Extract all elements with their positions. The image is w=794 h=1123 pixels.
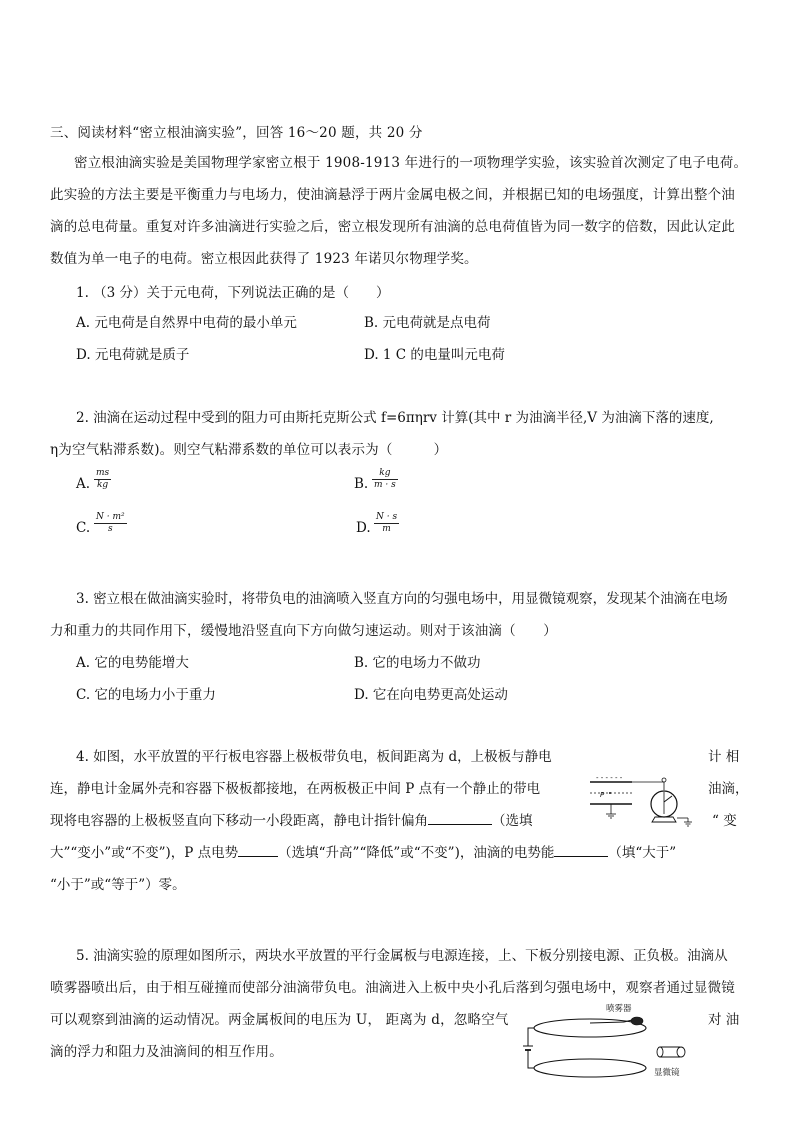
fraction-denominator: s — [107, 524, 113, 534]
fraction-numerator: N · s — [376, 512, 398, 522]
question-3-option-b: B. 它的电场力不做功 — [354, 655, 481, 671]
intro-line: 密立根油滴实验是美国物理学家密立根于 1908-1913 年进行的一项物理学实验，该实验首次测定了电子电荷。 — [74, 155, 748, 171]
fraction-numerator: kg — [379, 468, 391, 478]
answer-blank[interactable] — [428, 812, 492, 825]
question-2-option-b-fraction — [372, 468, 398, 491]
svg-text:- - - - - -: - - - - - - — [596, 774, 623, 782]
question-2-option-a-fraction — [94, 468, 111, 491]
question-2-option-d-label: D. — [356, 520, 371, 536]
question-4-line: 连，静电计金属外壳和容器下极板都接地，在两板极正中间 P 点有一个静止的带电 — [50, 781, 541, 797]
question-4-line: “小于”或“等于”）零。 — [50, 877, 186, 893]
question-5-line: 5. 油滴实验的原理如图所示，两块水平放置的平行金属板与电源连接，上、下板分别接电源、正负极。油滴从 — [76, 948, 728, 964]
question-2-option-c-label: C. — [76, 520, 91, 536]
question-4-line — [50, 841, 676, 861]
question-5-line: 喷雾器喷出后，由于相互碰撞而使部分油滴带负电。油滴进入上板中央小孔后落到匀强电场中，观察者通过显微镜 — [50, 980, 735, 996]
question-1-option-a: A. 元电荷是自然界中电荷的最小单元 — [76, 315, 297, 331]
fraction-numerator: N · m² — [96, 512, 125, 522]
question-4-line-end: 计 相 — [708, 749, 740, 765]
section-title: 三、阅读材料“密立根油滴实验”，回答 16～20 题，共 20 分 — [50, 125, 423, 141]
question-4-text: （选填 — [492, 813, 533, 829]
intro-line: 数值为单一电子的电荷。密立根因此获得了 1923 年诺贝尔物理学奖。 — [50, 251, 478, 267]
question-3-line: 3. 密立根在做油滴实验时，将带负电的油滴喷入竖直方向的匀强电场中，用显微镜观察，发现某个油滴在电场 — [76, 591, 728, 607]
fraction-numerator: ms — [96, 468, 110, 478]
microscope-label: 显微镜 — [654, 1068, 680, 1078]
intro-line: 滴的总电荷量。重复对许多油滴进行实验之后，密立根发现所有油滴的总电荷值皆为同一数字的倍数，因此认定此 — [50, 219, 735, 235]
question-1-option-b: B. 元电荷就是点电荷 — [364, 315, 491, 331]
question-2-line: η为空气粘滞系数)。则空气粘滞系数的单位可以表示为（ ） — [50, 442, 448, 458]
question-5-line: 滴的浮力和阻力及油滴间的相互作用。 — [50, 1044, 283, 1060]
question-5-line-end: 对 油 — [708, 1012, 740, 1028]
question-2-option-d-fraction — [374, 512, 399, 535]
sprayer-label: 喷雾器 — [606, 1004, 632, 1014]
fraction-denominator: m — [382, 524, 391, 534]
question-3-option-c: C. 它的电场力小于重力 — [76, 687, 216, 703]
question-4-line-end: “ 变 — [712, 813, 737, 829]
oil-drop-apparatus-figure — [520, 1000, 720, 1082]
question-4-text: 现将电容器的上极板竖直向下移动一小段距离，静电计指针偏角 — [50, 813, 428, 829]
question-1-stem: 1. （3 分）关于元电荷，下列说法正确的是（ ） — [76, 285, 390, 301]
point-p-label: P — [600, 791, 605, 799]
fraction-denominator: kg — [96, 480, 109, 490]
question-3-option-d: D. 它在向电势更高处运动 — [354, 687, 508, 703]
question-4-line: 4. 如图，水平放置的平行板电容器上极板带负电，板间距离为 d，上极板与静电 — [76, 749, 552, 765]
question-4-text: （填“大于” — [608, 845, 677, 861]
question-2-line: 2. 油滴在运动过程中受到的阻力可由斯托克斯公式 f=6πηrv 计算(其中 r 为油滴半径,V 为油滴下落的速度, — [76, 410, 714, 426]
question-1-option-d: D. 1 C 的电量叫元电荷 — [364, 347, 505, 363]
answer-blank[interactable] — [238, 844, 278, 857]
question-3-line: 力和重力的共同作用下，缓慢地沿竖直向下方向做匀速运动。则对于该油滴（ ） — [50, 623, 557, 639]
question-2-option-c-fraction — [94, 512, 127, 535]
question-4-text: 大”“变小”或“不变”)，P 点电势 — [50, 845, 239, 861]
fraction-denominator: m · s — [374, 480, 396, 490]
intro-line: 此实验的方法主要是平衡重力与电场力，使油滴悬浮于两片金属电极之间，并根据已知的电场强度，计算出整个油 — [50, 187, 735, 203]
question-1-option-c: D. 元电荷就是质子 — [76, 347, 190, 363]
question-5-line: 可以观察到油滴的运动情况。两金属板间的电压为 U， 距离为 d，忽略空气 — [50, 1012, 509, 1028]
question-4-text: （选填“升高”“降低”或“不变”)，油滴的电势能 — [278, 845, 555, 861]
question-2-option-a-label: A. — [76, 476, 91, 492]
question-3-option-a: A. 它的电势能增大 — [76, 655, 189, 671]
question-4-line — [50, 809, 533, 829]
question-2-option-b-label: B. — [354, 476, 369, 492]
answer-blank[interactable] — [554, 844, 608, 857]
question-4-line-end: 油滴， — [708, 781, 749, 797]
capacitor-electrometer-figure — [584, 768, 696, 830]
